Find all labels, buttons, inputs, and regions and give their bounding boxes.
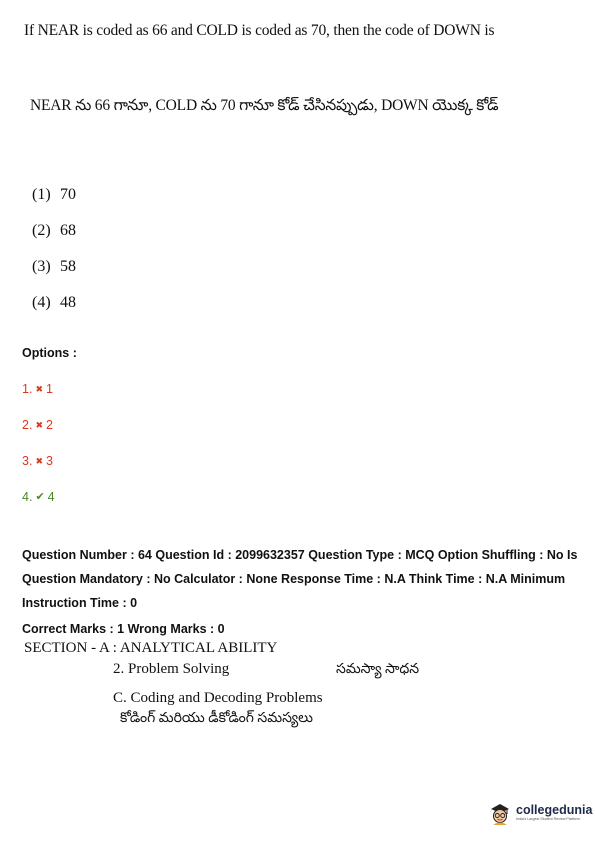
question-text-telugu: NEAR ను 66 గానూ, COLD ను 70 గానూ కోడ్ చేసినప్పుడు, DOWN యొక్క కోడ్ — [30, 97, 499, 114]
collegedunia-logo — [488, 800, 592, 826]
option-2 — [22, 418, 53, 432]
option-index: 4. — [22, 490, 33, 504]
subtopic-english: C. Coding and Decoding Problems — [113, 690, 323, 706]
cross-icon: ✖ — [35, 420, 43, 430]
option-index: 2. — [22, 418, 33, 432]
option-value: 1 — [45, 382, 53, 396]
section-heading: SECTION - A : ANALYTICAL ABILITY — [24, 640, 278, 656]
options-title: Options : — [22, 346, 77, 360]
marks-info: Correct Marks : 1 Wrong Marks : 0 — [22, 622, 225, 636]
subtopic-telugu: కోడింగ్ మరియు డీకోడింగ్ సమస్యలు — [120, 711, 313, 726]
cross-icon: ✖ — [35, 384, 43, 394]
option-value: 4 — [47, 490, 55, 504]
option-value: 3 — [45, 454, 53, 468]
choice-value: 48 — [60, 294, 76, 311]
option-4 — [22, 490, 55, 504]
question-text-english: If NEAR is coded as 66 and COLD is coded as 70, then the code of DOWN is — [24, 22, 495, 39]
option-3 — [22, 454, 53, 468]
check-icon: ✔ — [35, 491, 45, 503]
choice-value: 70 — [60, 186, 76, 203]
option-1 — [22, 382, 53, 396]
logo-name: collegedunia — [516, 803, 593, 817]
choice-4 — [32, 294, 76, 312]
cross-icon: ✖ — [35, 456, 43, 466]
option-value: 2 — [45, 418, 53, 432]
topic-telugu: సమస్యా సాధన — [336, 662, 420, 677]
question-meta-line-1: Question Number : 64 Question Id : 2099632357 Question Type : MCQ Option Shuffling : No Is — [22, 548, 578, 562]
option-index: 1. — [22, 382, 33, 396]
choice-number: (4) — [32, 294, 51, 311]
choice-1 — [32, 186, 76, 204]
choice-value: 68 — [60, 222, 76, 239]
logo-tagline: India's Largest Student Review Platform — [516, 817, 580, 821]
topic-english: 2. Problem Solving — [113, 661, 230, 677]
choice-value: 58 — [60, 258, 76, 275]
choice-number: (3) — [32, 258, 51, 275]
choice-number: (1) — [32, 186, 51, 203]
question-meta-line-3: Instruction Time : 0 — [22, 596, 138, 610]
student-avatar-icon — [488, 800, 512, 826]
choice-2 — [32, 222, 76, 240]
choice-number: (2) — [32, 222, 51, 239]
option-index: 3. — [22, 454, 33, 468]
choice-3 — [32, 258, 76, 276]
question-meta-line-2: Question Mandatory : No Calculator : None Response Time : N.A Think Time : N.A Minimum — [22, 572, 566, 586]
